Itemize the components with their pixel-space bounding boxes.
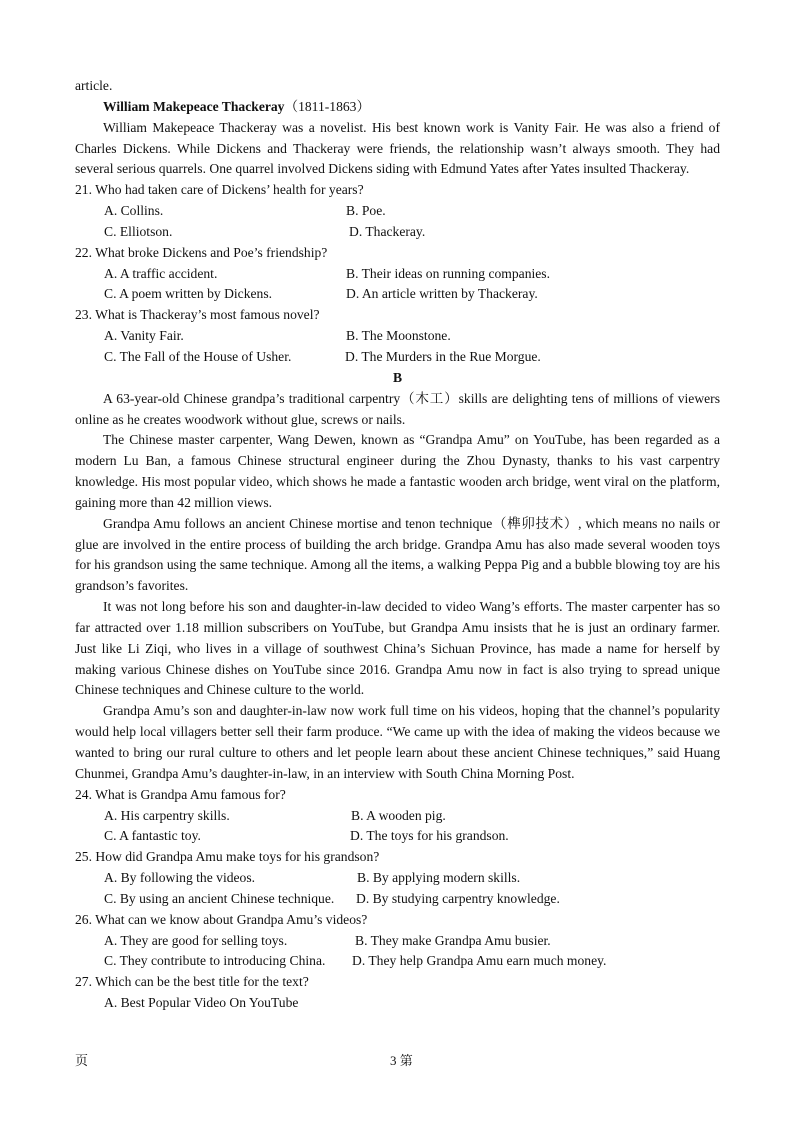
option-d: D. Thackeray. [349, 223, 426, 239]
option-row [75, 222, 720, 243]
passage-paragraph: It was not long before his son and daughter-in-law decided to video Wang’s efforts. The master carpenter has so far attracted over 1.18 million subscribers on YouTube, but Grandpa Amu insists that he is just an ordinary farmer. Just like Li Ziqi, who lives in a village of southwest China’s Sichuan Province, has made a name for herself by making various Chinese dishes on YouTube since 2016. Grandpa Amu now in fact is also trying to spread unique Chinese techniques and Chinese culture to the world. [75, 599, 720, 698]
option-a: A. They are good for selling toys. [104, 932, 288, 948]
option-d: D. They help Grandpa Amu earn much money. [352, 953, 607, 969]
option-b: B. The Moonstone. [346, 328, 451, 344]
option-b: B. A wooden pig. [351, 807, 446, 823]
option-row [75, 826, 720, 847]
option-c: C. They contribute to introducing China. [104, 953, 326, 969]
passage-paragraph: Grandpa Amu follows an ancient Chinese mortise and tenon technique（榫卯技术）, which means no nails or glue are involved in the entire process of building the arch bridge. Grandpa Amu has also made several wooden toys for his grandson using the same technique. Among all the items, a walking Peppa Pig and a bubble blowing toy are his grandson’s favorites. [75, 515, 720, 594]
option-d: D. By studying carpentry knowledge. [356, 890, 560, 906]
passage-paragraph: A 63-year-old Chinese grandpa’s traditional carpentry（木工）skills are delighting tens of millions of viewers online as he creates woodwork without glue, screws or nails. [75, 390, 720, 427]
footer-left: 页 [75, 1053, 89, 1068]
option-c: C. The Fall of the House of Usher. [104, 348, 292, 364]
question-22 [75, 243, 720, 306]
option-d: D. The Murders in the Rue Morgue. [345, 348, 541, 364]
thackeray-years: （1811-1863） [284, 98, 371, 114]
option-a: A. Vanity Fair. [104, 328, 184, 344]
option-row [75, 889, 720, 910]
option-a: A. By following the videos. [104, 870, 256, 886]
question-stem: 27. Which can be the best title for the text? [75, 974, 309, 990]
option-d: D. The toys for his grandson. [350, 828, 509, 844]
option-a: A. Best Popular Video On YouTube [104, 995, 299, 1011]
option-b: B. Poe. [346, 203, 386, 219]
question-27 [75, 972, 720, 1014]
question-stem: 26. What can we know about Grandpa Amu’s videos? [75, 911, 368, 927]
option-b: B. They make Grandpa Amu busier. [355, 932, 551, 948]
option-c: C. A poem written by Dickens. [104, 286, 273, 302]
option-row [75, 326, 720, 347]
option-b: B. By applying modern skills. [357, 870, 521, 886]
section-b-heading: B [392, 369, 403, 385]
option-row [75, 284, 720, 305]
question-21 [75, 180, 720, 243]
question-26 [75, 910, 720, 973]
option-d: D. An article written by Thackeray. [346, 286, 538, 302]
option-a: A. Collins. [104, 203, 164, 219]
question-stem: 23. What is Thackeray’s most famous novel? [75, 307, 320, 323]
question-25 [75, 847, 720, 910]
question-24 [75, 785, 720, 848]
option-row [75, 201, 720, 222]
thackeray-heading [75, 97, 720, 118]
thackeray-name: William Makepeace Thackeray [103, 98, 285, 114]
option-c: C. Elliotson. [104, 223, 173, 239]
passage-paragraph: The Chinese master carpenter, Wang Dewen, known as “Grandpa Amu” on YouTube, has been regarded as a modern Lu Ban, a famous Chinese structural engineer during the Zhou Dynasty, thanks to his vast carpentry knowledge. His most popular video, which shows he made a fantastic wooden arch bridge, went viral on the platform, gaining more than 42 million views. [75, 432, 720, 510]
passage-paragraph: Grandpa Amu’s son and daughter-in-law now work full time on his videos, hoping that the channel’s popularity would help local villagers better sell their farm produce. “We came up with the idea of making the videos because we wanted to bring our rural culture to others and let people learn about these ancient Chinese techniques,” said Huang Chunmei, Grandpa Amu’s daughter-in-law, in an interview with South China Morning Post. [75, 703, 720, 781]
question-23 [75, 305, 720, 368]
question-stem: 22. What broke Dickens and Poe’s friendship? [75, 244, 328, 260]
thackeray-bio: William Makepeace Thackeray was a novelist. His best known work is Vanity Fair. He was also a friend of Charles Dickens. While Dickens and Thackeray were friends, the relationship wasn’t always smooth. They had several serious quarrels. One quarrel involved Dickens siding with Edmund Yates after Yates insulted Thackeray. [75, 119, 720, 177]
option-a: A. A traffic accident. [104, 265, 218, 281]
page-content [75, 76, 720, 1014]
question-stem: 21. Who had taken care of Dickens’ health for years? [75, 182, 364, 198]
option-c: C. By using an ancient Chinese technique. [104, 890, 335, 906]
option-b: B. Their ideas on running companies. [346, 265, 550, 281]
option-row [75, 931, 720, 952]
option-row [75, 951, 720, 972]
option-a: A. His carpentry skills. [104, 807, 230, 823]
question-stem: 24. What is Grandpa Amu famous for? [75, 786, 286, 802]
option-row [75, 264, 720, 285]
option-row [75, 806, 720, 827]
option-row [75, 347, 720, 368]
option-c: C. A fantastic toy. [104, 828, 201, 844]
intro-tail: article. [75, 78, 113, 93]
option-row [75, 993, 720, 1014]
option-row [75, 868, 720, 889]
page-number: 3 第 [390, 1053, 413, 1068]
question-stem: 25. How did Grandpa Amu make toys for his grandson? [75, 849, 380, 865]
